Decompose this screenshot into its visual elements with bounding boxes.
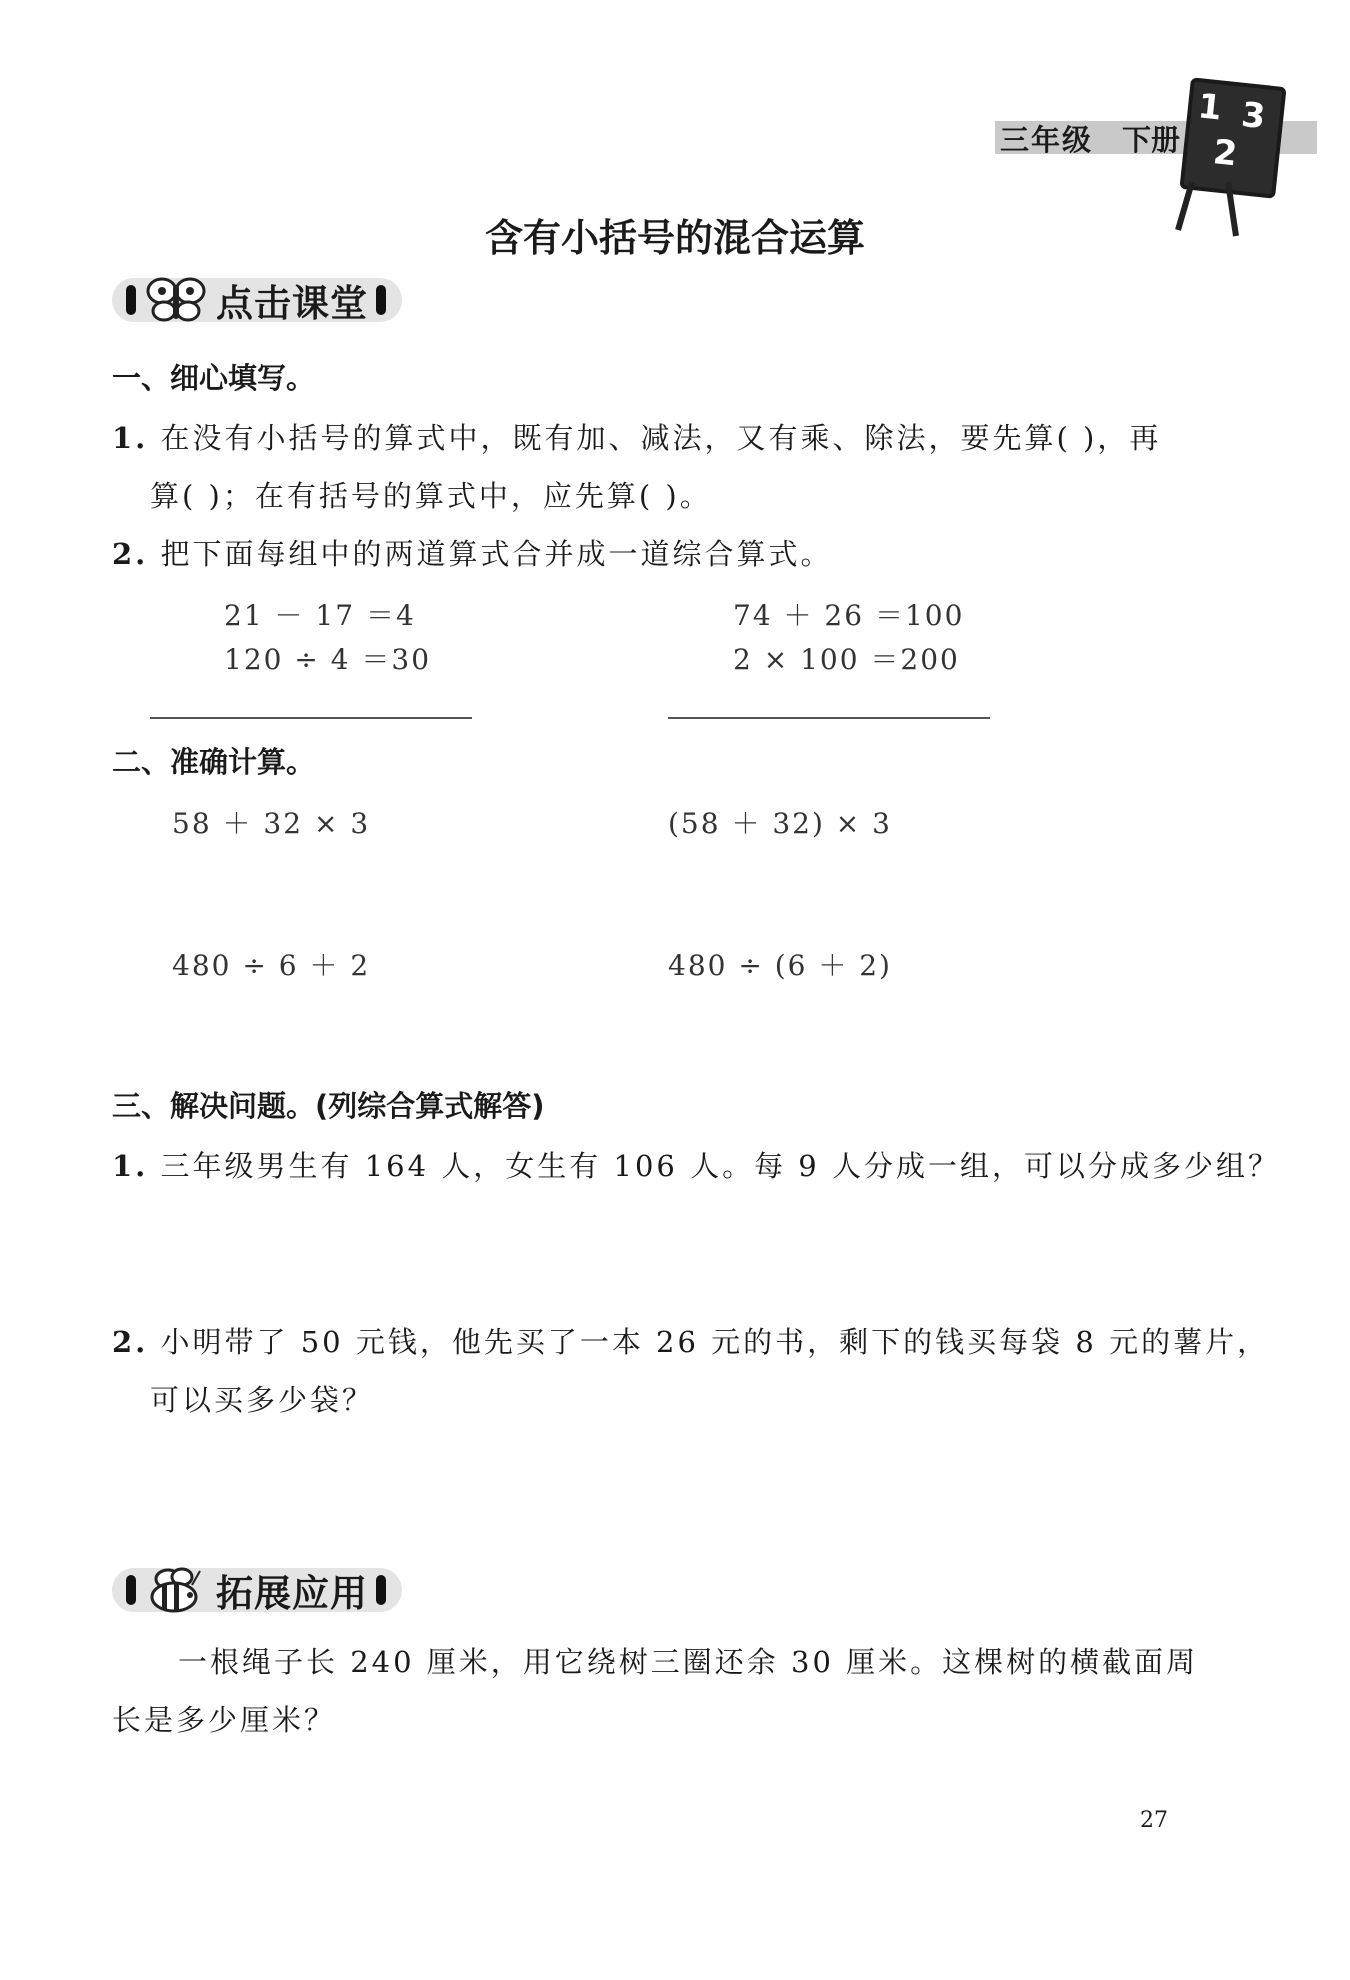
answer-line-left[interactable] xyxy=(150,717,472,719)
question-number: 1. xyxy=(112,1149,149,1183)
butterfly-icon xyxy=(144,275,208,325)
question-number: 1. xyxy=(112,421,149,455)
extend-line1: 一根绳子长 240 厘米，用它绕树三圈还余 30 厘米。这棵树的横截面周 xyxy=(178,1645,1199,1679)
part1-heading: 一、细心填写。 xyxy=(112,361,316,395)
part1-q1-line2: 算( )；在有括号的算式中，应先算( )。 xyxy=(150,479,712,513)
group-right-eq2: 2 × 100 ＝200 xyxy=(733,643,960,676)
volume-label: 下册 xyxy=(1122,123,1181,157)
answer-line-right[interactable] xyxy=(668,717,990,719)
bee-icon xyxy=(144,1565,208,1615)
group-right-eq1: 74 ＋ 26 ＝100 xyxy=(733,599,965,632)
calc-item-4: 480 ÷ (6 ＋ 2) xyxy=(668,949,892,982)
section-badge-extend-label: 拓展应用 xyxy=(216,1572,368,1615)
question-number: 2. xyxy=(112,1325,149,1359)
part3-q2-line1 xyxy=(112,1320,1269,1361)
group-left-eq2: 120 ÷ 4 ＝30 xyxy=(224,643,432,676)
section-badge-extend xyxy=(112,1568,402,1615)
part3-q2-line1-text: 小明带了 50 元钱，他先买了一本 26 元的书，剩下的钱买每袋 8 元的薯片， xyxy=(160,1325,1270,1359)
badge-right-cap xyxy=(376,285,386,315)
part3-heading: 三、解决问题。(列综合算式解答) xyxy=(112,1089,545,1123)
part1-q2 xyxy=(112,532,833,573)
board-digit-2: 2 xyxy=(1211,132,1240,175)
question-number: 2. xyxy=(112,537,149,571)
part3-q2-line2: 可以买多少袋？ xyxy=(150,1383,375,1417)
extend-line2: 长是多少厘米？ xyxy=(112,1703,337,1737)
grade-label: 三年级 xyxy=(1000,123,1094,157)
group-left-eq1: 21 － 17 ＝4 xyxy=(224,599,416,632)
badge-left-cap xyxy=(126,1575,136,1605)
calc-item-3: 480 ÷ 6 ＋ 2 xyxy=(172,949,371,982)
section-badge-class xyxy=(112,278,402,325)
part3-q1-text: 三年级男生有 164 人，女生有 106 人。每 9 人分成一组，可以分成多少组？ xyxy=(160,1149,1280,1183)
page-number: 27 xyxy=(1140,1808,1168,1833)
part1-q1-line1 xyxy=(112,416,1161,457)
badge-left-cap xyxy=(126,285,136,315)
page-title: 含有小括号的混合运算 xyxy=(484,216,865,260)
board-digit-3: 3 xyxy=(1239,94,1268,138)
part2-heading: 二、准确计算。 xyxy=(112,745,316,779)
part1-q1-line1-text: 在没有小括号的算式中，既有加、减法，又有乘、除法，要先算( )，再 xyxy=(160,421,1162,455)
section-badge-class-label: 点击课堂 xyxy=(216,282,368,325)
part1-q2-text: 把下面每组中的两道算式合并成一道综合算式。 xyxy=(160,537,833,571)
part3-q1 xyxy=(112,1144,1280,1185)
board-digit-1: 1 xyxy=(1196,86,1224,129)
calc-item-1: 58 ＋ 32 × 3 xyxy=(172,807,371,840)
badge-right-cap xyxy=(376,1575,386,1605)
calc-item-2: (58 ＋ 32) × 3 xyxy=(668,807,892,840)
